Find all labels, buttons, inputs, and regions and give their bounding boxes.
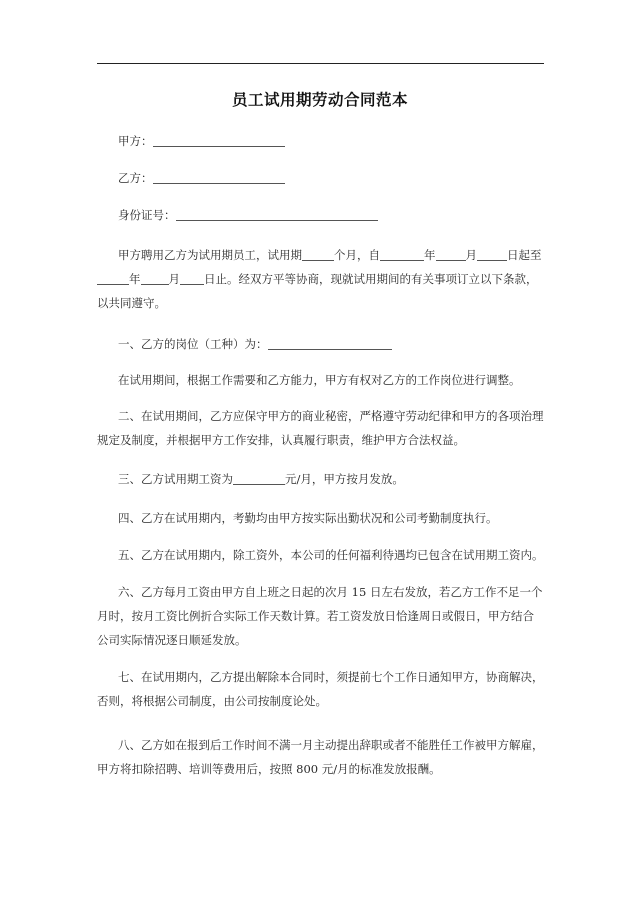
top-divider <box>97 63 544 64</box>
end-year-blank[interactable] <box>97 273 129 286</box>
intro-text-5: 日起至 <box>507 248 542 262</box>
clause-1-text: 一、乙方的岗位（工种）为： <box>118 337 268 351</box>
id-number-label: 身份证号： <box>118 208 176 222</box>
party-a-line <box>118 131 285 151</box>
party-a-label: 甲方： <box>118 134 153 148</box>
intro-text-1: 甲方聘用乙方为试用期员工，试用期 <box>118 248 302 262</box>
end-day-blank[interactable] <box>180 273 204 286</box>
clause-3-prefix: 三、乙方试用期工资为 <box>118 472 233 486</box>
party-a-blank[interactable] <box>153 135 285 148</box>
start-day-blank[interactable] <box>477 249 507 262</box>
clause-6: 六、乙方每月工资由甲方自上班之日起的次月 15 日左右发放，若乙方工作不足一个月时，按月工资比例折合实际工作天数计算。若工资发放日恰逢周日或假日，甲方结合公司实际情况逐日顺延发放。 <box>97 585 543 647</box>
party-b-label: 乙方： <box>118 171 153 185</box>
clause-8: 八、乙方如在报到后工作时间不满一月主动提出辞职或者不能胜任工作被甲方解雇，甲方将扣除招聘、培训等费用后，按照 800 元/月的标准发放报酬。 <box>97 738 544 776</box>
id-number-line <box>118 205 378 225</box>
clause-1 <box>97 332 544 356</box>
clause-1-detail: 在试用期间，根据工作需要和乙方能力，甲方有权对乙方的工作岗位进行调整。 <box>118 373 521 387</box>
clause-3 <box>97 467 544 491</box>
intro-text-6: 年 <box>129 272 141 286</box>
position-blank[interactable] <box>268 338 392 351</box>
document-title: 员工试用期劳动合同范本 <box>231 90 408 109</box>
probation-months-blank[interactable] <box>302 249 334 262</box>
clause-5: 五、乙方在试用期内，除工资外，本公司的任何福利待遇均已包含在试用期工资内。 <box>118 548 544 562</box>
party-b-blank[interactable] <box>153 172 285 185</box>
intro-text-7: 月 <box>168 272 180 286</box>
party-b-line <box>118 168 285 188</box>
start-month-blank[interactable] <box>436 249 466 262</box>
intro-text-2: 个月，自 <box>334 248 380 262</box>
intro-paragraph <box>97 243 544 315</box>
clause-3-suffix: 元/月，甲方按月发放。 <box>285 472 404 486</box>
intro-text-4: 月 <box>465 248 477 262</box>
salary-blank[interactable] <box>233 473 285 486</box>
clause-4: 四、乙方在试用期内，考勤均由甲方按实际出勤状况和公司考勤制度执行。 <box>118 511 498 525</box>
intro-text-3: 年 <box>424 248 436 262</box>
start-year-blank[interactable] <box>380 249 424 262</box>
id-number-blank[interactable] <box>176 209 378 222</box>
end-month-blank[interactable] <box>141 273 169 286</box>
clause-2: 二、在试用期间，乙方应保守甲方的商业秘密，严格遵守劳动纪律和甲方的各项治理规定及制度，并根据甲方工作安排，认真履行职责，维护甲方合法权益。 <box>97 409 544 447</box>
intro-text-8: 日止。经双方平等协商，现就试用期间的有关事项订立以下条款，以共同遵守。 <box>97 272 538 310</box>
clause-7: 七、在试用期内，乙方提出解除本合同时，须提前七个工作日通知甲方，协商解决，否则，将根据公司制度，由公司按制度论处。 <box>97 670 544 708</box>
